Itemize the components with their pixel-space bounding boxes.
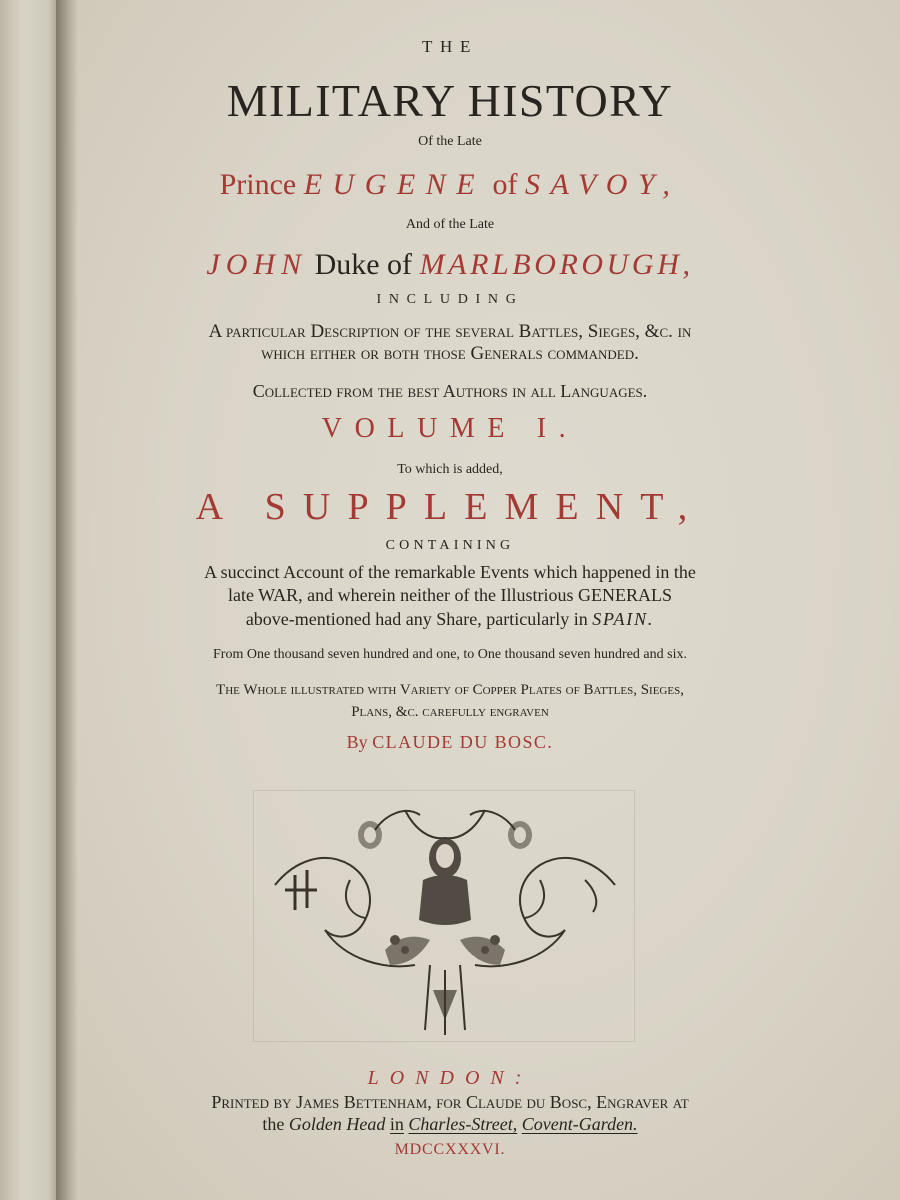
description-line-2: which either or both those Generals commanded.	[261, 343, 639, 364]
london-heading: LONDON:	[367, 1067, 533, 1089]
collected-line: Collected from the best Authors in all Languages.	[252, 381, 648, 401]
years-line: From One thousand seven hundred and one, to One thousand seven hundred and six.	[213, 647, 687, 662]
prince-prefix: Prince	[219, 168, 297, 201]
marlborough-name: MARLBOROUGH,	[419, 248, 694, 281]
title-the: THE	[422, 37, 478, 56]
to-which-added-line: To which is added,	[397, 462, 503, 477]
and-of-the-late-line: And of the Late	[405, 217, 495, 232]
imprint-date: MDCCXXXVI.	[394, 1141, 506, 1158]
main-title: MILITARY HISTORY	[226, 75, 674, 126]
containing-heading: CONTAINING	[385, 538, 515, 553]
printed-covent-garden: Covent-Garden.	[521, 1114, 638, 1134]
prince-place: SAVOY,	[525, 168, 681, 201]
prince-eugene-line	[0, 170, 900, 200]
printed-the: the	[262, 1114, 285, 1134]
supplement-heading: A SUPPLEMENT,	[195, 486, 705, 528]
duke-of: Duke of	[314, 248, 413, 281]
prince-name: EUGENE	[303, 168, 486, 201]
account-line-3	[0, 610, 900, 628]
account-line-3-text: above-mentioned had any Share, particularly in	[245, 609, 588, 629]
john-marlborough-line	[0, 250, 900, 280]
including-heading: INCLUDING	[376, 292, 524, 307]
description-line-1: A particular Description of the several Battles, Sieges, &c. in	[208, 321, 692, 342]
account-line-2: late WAR, and wherein neither of the Illustrious GENERALS	[227, 585, 673, 605]
illustrated-line-2: Plans, &c. carefully engraven	[351, 704, 549, 720]
prince-of: of	[492, 168, 518, 201]
printed-in: in	[389, 1114, 404, 1134]
account-line-1: A succinct Account of the remarkable Events which happened in the	[204, 562, 696, 582]
engraved-vignette-icon	[255, 790, 635, 1040]
of-the-late-line: Of the Late	[418, 134, 482, 149]
engraver-line	[0, 733, 900, 751]
printed-charles-street: Charles-Street,	[408, 1114, 518, 1134]
volume-heading: VOLUME I.	[321, 413, 579, 444]
printed-line-1: Printed by James Bettenham, for Claude du Bosc, Engraver at	[211, 1092, 689, 1112]
spain-word: SPAIN.	[592, 609, 655, 629]
by-word: By	[346, 732, 368, 752]
printed-line-2	[0, 1115, 900, 1133]
printed-golden-head: Golden Head	[288, 1114, 386, 1134]
illustrated-line-1: The Whole illustrated with Variety of Copper Plates of Battles, Sieges,	[216, 682, 684, 698]
john-name: JOHN	[206, 248, 308, 281]
engraver-name: CLAUDE DU BOSC.	[372, 732, 554, 752]
